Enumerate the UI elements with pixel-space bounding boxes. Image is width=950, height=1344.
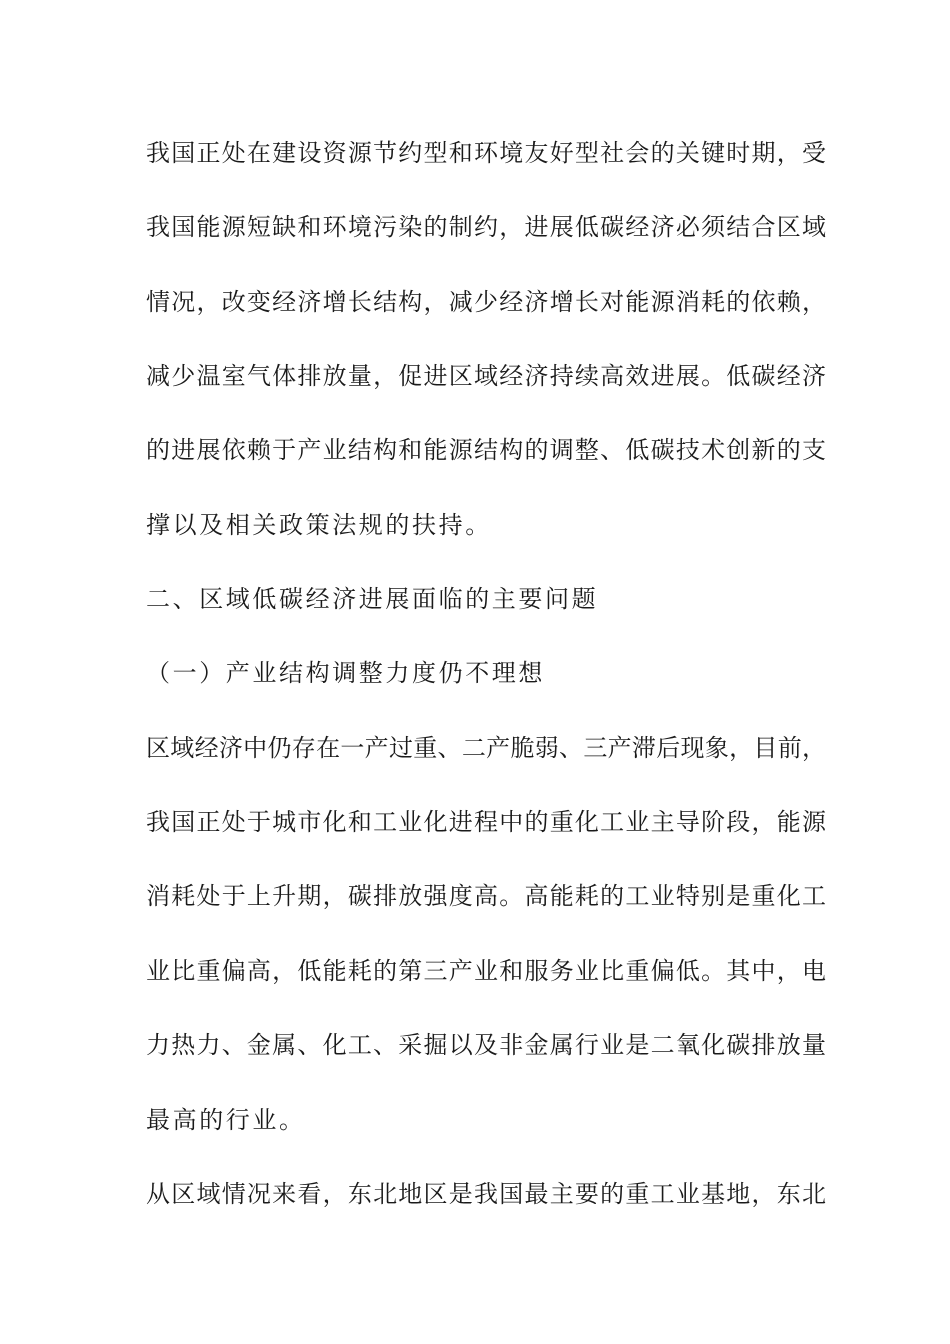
- section-heading: 二、区域低碳经济进展面临的主要问题: [146, 585, 599, 613]
- body-text-line: 区域经济中仍存在一产过重、二产脆弱、三产滞后现象，目前，: [146, 734, 826, 762]
- body-text-line: 业比重偏高，低能耗的第三产业和服务业比重偏低。其中，电: [146, 957, 826, 985]
- body-text-line: 最高的行业。: [146, 1106, 306, 1134]
- body-text-line: 的进展依赖于产业结构和能源结构的调整、低碳技术创新的支: [146, 436, 826, 464]
- body-text-line: 我国能源短缺和环境污染的制约，进展低碳经济必须结合区域: [146, 213, 826, 241]
- body-text-line: 力热力、金属、化工、采掘以及非金属行业是二氧化碳排放量: [146, 1031, 826, 1059]
- body-text-line: 消耗处于上升期，碳排放强度高。高能耗的工业特别是重化工: [146, 882, 826, 910]
- body-text-line: 撑以及相关政策法规的扶持。: [146, 511, 492, 539]
- body-text-line: 从区域情况来看，东北地区是我国最主要的重工业基地，东北: [146, 1180, 826, 1208]
- body-text-line: 情况，改变经济增长结构，减少经济增长对能源消耗的依赖，: [146, 288, 826, 316]
- body-text-line: 我国正处于城市化和工业化进程中的重化工业主导阶段，能源: [146, 808, 826, 836]
- subsection-heading: （一）产业结构调整力度仍不理想: [146, 659, 545, 687]
- body-text-line: 我国正处在建设资源节约型和环境友好型社会的关键时期，受: [146, 139, 826, 167]
- body-text-line: 减少温室气体排放量，促进区域经济持续高效进展。低碳经济: [146, 362, 826, 390]
